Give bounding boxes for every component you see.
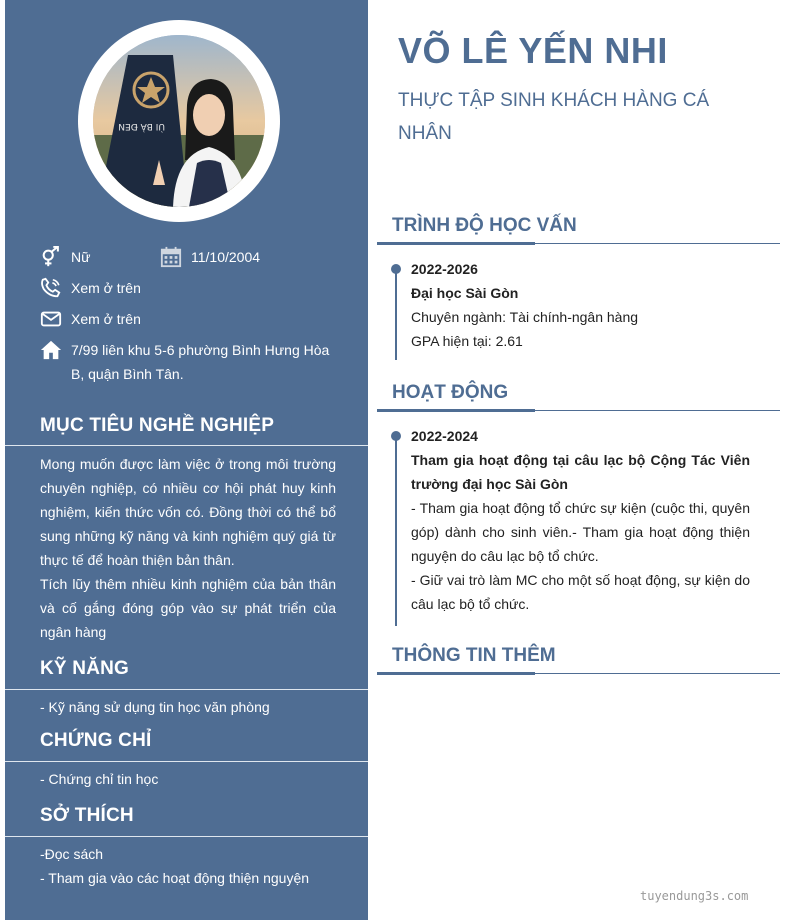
- email-row: [40, 307, 141, 331]
- phone-value: Xem ở trên: [71, 280, 141, 296]
- hobbies-heading: SỞ THÍCH: [40, 805, 134, 826]
- sidebar: [5, 0, 368, 920]
- calendar-icon: [160, 246, 182, 268]
- activities-timeline: [395, 434, 397, 626]
- avatar-frame: [78, 20, 280, 222]
- education-entry: [411, 257, 750, 353]
- avatar: [93, 35, 265, 207]
- hobby-item: -Đọc sách: [40, 846, 104, 862]
- certificates-text: [40, 767, 336, 791]
- education-heading: TRÌNH ĐỘ HỌC VẤN: [392, 215, 577, 236]
- address-row: [40, 338, 340, 386]
- education-period: 2022-2026: [411, 261, 478, 277]
- certificates-heading: CHỨNG CHỈ: [40, 730, 152, 751]
- objective-paragraph-2: Tích lũy thêm nhiều kinh nghiệm của bản thân và cố gắng đóng góp vào sự phát triển của ngân hàng: [40, 576, 336, 640]
- skill-item: - Kỹ năng sử dụng tin học văn phòng: [40, 699, 270, 715]
- education-school: Đại học Sài Gòn: [411, 285, 519, 301]
- birthday-row: [160, 245, 260, 269]
- activities-heading: HOẠT ĐỘNG: [392, 382, 509, 403]
- candidate-name: VÕ LÊ YẾN NHI: [398, 30, 668, 71]
- birthday-value: 11/10/2004: [191, 249, 261, 265]
- activity-org: Tham gia hoạt động tại câu lạc bộ Cộng Tác Viên trường đại học Sài Gòn: [411, 452, 750, 492]
- gender-value: Nữ: [71, 249, 91, 265]
- certificates-divider: [5, 761, 368, 762]
- skills-heading: KỸ NĂNG: [40, 658, 130, 679]
- objective-heading: MỤC TIÊU NGHỀ NGHIỆP: [40, 415, 275, 436]
- activities-timeline-dot: [391, 431, 401, 441]
- candidate-role: THỰC TẬP SINH KHÁCH HÀNG CÁ NHÂN: [398, 90, 710, 144]
- education-gpa: GPA hiện tại: 2.61: [411, 333, 523, 349]
- activity-detail-1: - Tham gia hoạt động tổ chức sự kiện (cuộc thi, quyên góp) dành cho sinh viên.- Tham gia hoạt động thiện nguyện do câu lạc bộ tổ chức.: [411, 500, 750, 564]
- extra-info-heading: THÔNG TIN THÊM: [392, 645, 556, 666]
- education-timeline: [395, 268, 397, 360]
- objective-divider: [5, 445, 368, 446]
- email-value: Xem ở trên: [71, 311, 141, 327]
- education-major: Chuyên ngành: Tài chính-ngân hàng: [411, 309, 639, 325]
- hobbies-divider: [5, 836, 368, 837]
- gender-icon: [40, 246, 62, 268]
- photo-sign-text: ÙI BÀ ĐEN: [118, 121, 165, 131]
- watermark: tuyendung3s.com: [640, 889, 749, 903]
- education-timeline-dot: [391, 264, 401, 274]
- skills-divider: [5, 689, 368, 690]
- gender-row: [40, 245, 90, 269]
- skills-text: [40, 695, 336, 719]
- activity-period: 2022-2024: [411, 428, 478, 444]
- phone-row: [40, 276, 141, 300]
- objective-text: [40, 452, 336, 644]
- activity-entry: [411, 424, 750, 616]
- phone-icon: [40, 277, 62, 299]
- activity-detail-2: - Giữ vai trò làm MC cho một số hoạt động, sự kiện do câu lạc bộ tổ chức.: [411, 572, 750, 612]
- address-value: 7/99 liên khu 5-6 phường Bình Hưng Hòa B, quận Bình Tân.: [71, 342, 330, 382]
- hobbies-text: [40, 842, 336, 890]
- home-icon: [40, 339, 62, 361]
- email-icon: [40, 308, 62, 330]
- avatar-photo: [93, 35, 265, 207]
- extra-info-divider-accent: [377, 672, 535, 675]
- certificate-item: - Chứng chỉ tin học: [40, 771, 159, 787]
- objective-paragraph-1: Mong muốn được làm việc ở trong môi trường chuyên nghiệp, có nhiều cơ hội phát huy kinh nghiệm, kiến thức vốn có. Đồng thời có thể bổ sung những kỹ năng và kinh nghiệm quý giá từ thực tế để hoàn thiện bản thân.: [40, 456, 336, 568]
- hobby-item: - Tham gia vào các hoạt động thiện nguyện: [40, 870, 310, 886]
- education-divider-accent: [377, 242, 535, 245]
- activities-divider-accent: [377, 409, 535, 412]
